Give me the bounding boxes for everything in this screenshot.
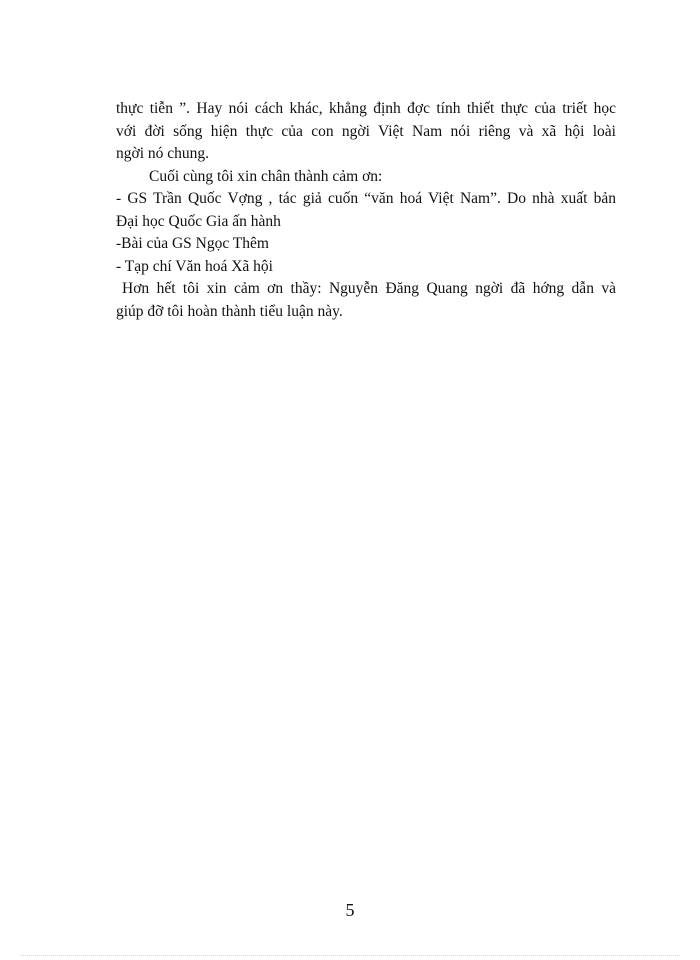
text-line-10: giúp đỡ tôi hoàn thành tiểu luận này. (116, 302, 343, 320)
text-line-9: Hơn hết tôi xin cảm ơn thầy: Nguyễn Đăng Quang ngời đã hớng dẫn và (122, 280, 616, 297)
text-line-1: thực tiễn ”. Hay nói cách khác, khẳng định đợc tính thiết thực của triết học (116, 100, 616, 117)
text-line-7: -Bài của GS Ngọc Thêm (116, 235, 269, 252)
page-number: 5 (345, 900, 355, 920)
text-line-3: ngời nó chung. (116, 145, 210, 162)
text-line-4: Cuối cùng tôi xin chân thành cảm ơn: (149, 167, 383, 185)
text-line-8: - Tạp chí Văn hoá Xã hội (116, 257, 273, 275)
page-bottom-border (20, 955, 680, 956)
text-line-5: - GS Trần Quốc Vợng , tác giả cuốn “văn hoá Việt Nam”. Do nhà xuất bản (116, 190, 616, 207)
text-line-6: Đại học Quốc Gia ấn hành (116, 212, 281, 230)
body-text (116, 98, 616, 323)
text-line-2: với đời sống hiện thực của con ngời Việt Nam nói riêng và xã hội loài (116, 122, 616, 140)
